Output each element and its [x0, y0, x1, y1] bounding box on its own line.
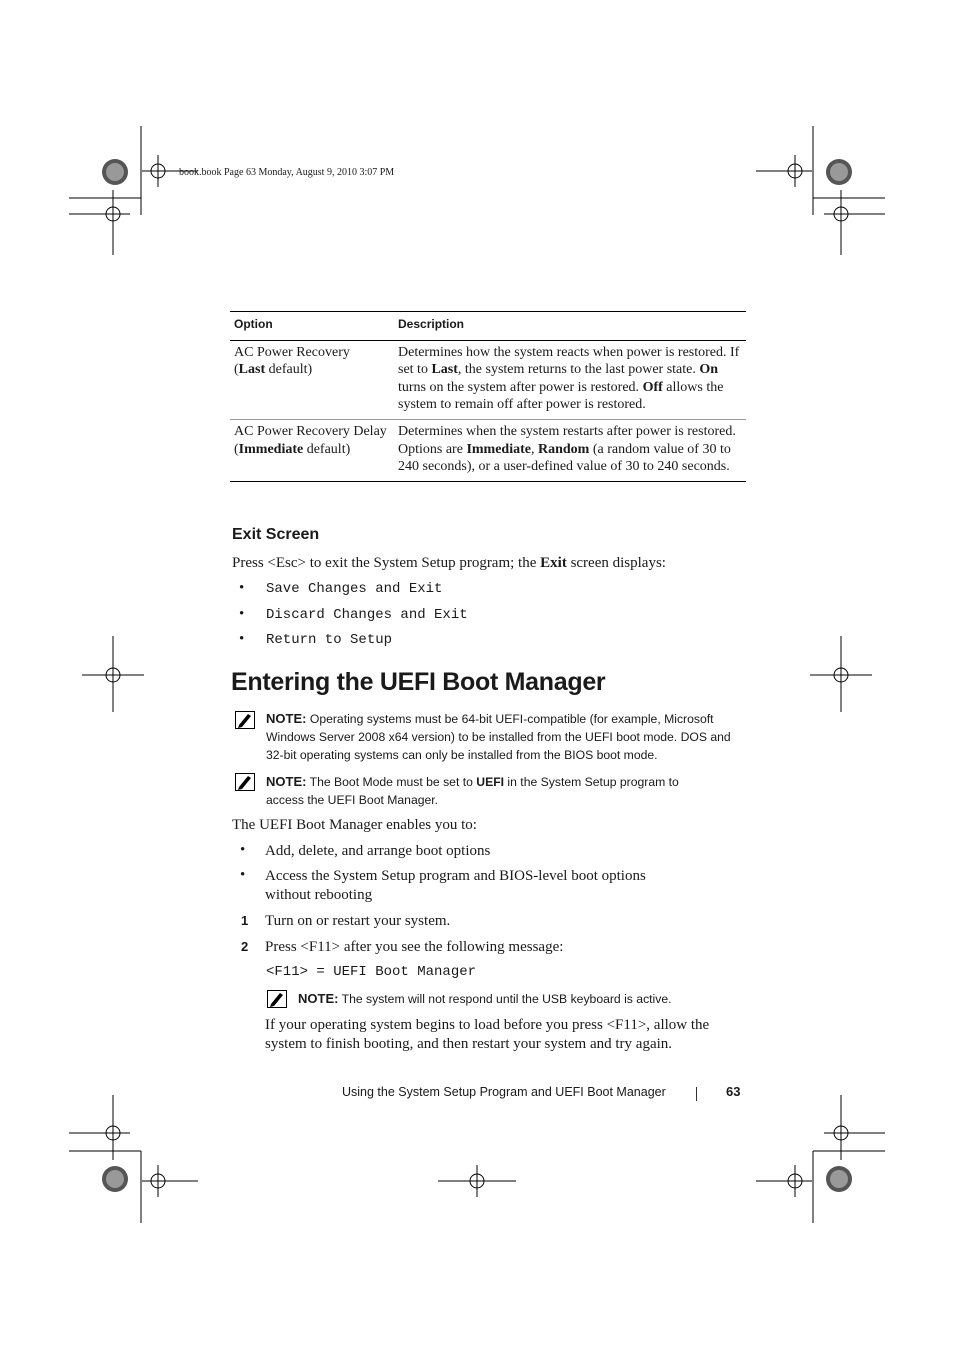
exit-option: Save Changes and Exit — [266, 581, 443, 597]
exit-option: Return to Setup — [266, 632, 393, 648]
exit-screen-heading: Exit Screen — [232, 526, 320, 543]
step-text: Press <F11> after you see the following message: — [265, 939, 564, 955]
note-pencil-icon — [235, 773, 255, 791]
options-table — [230, 311, 746, 482]
bullet-icon: • — [239, 606, 245, 622]
description-cell — [394, 340, 746, 419]
note-boot-mode: NOTE: The Boot Mode must be set to UEFI in the System Setup program to access the UEFI Boot Manager. — [266, 774, 679, 807]
section-heading: Entering the UEFI Boot Manager — [231, 668, 606, 696]
description-cell — [394, 419, 746, 481]
table-row — [230, 419, 746, 481]
description-text: allows the system to remain off after power is restored. — [398, 379, 724, 413]
option-default-suffix: default) — [265, 362, 313, 378]
bullet-icon: • — [240, 842, 246, 858]
step-text: Turn on or restart your system. — [265, 913, 451, 929]
option-cell: AC Power Recovery Delay (Immediate default) — [230, 419, 394, 481]
exit-option: Discard Changes and Exit — [266, 607, 468, 623]
boot-message: <F11> = UEFI Boot Manager — [266, 964, 477, 980]
bullet-icon: • — [239, 631, 245, 647]
description-keyword: On — [699, 362, 719, 378]
bullet-icon: • — [239, 580, 245, 596]
bullet-icon: • — [240, 867, 246, 883]
table-header-row — [230, 312, 746, 341]
note-operating-systems: NOTE: Operating systems must be 64-bit UEFI-compatible (for example, Microsoft Windows Server 2008 x64 version) to be installed from the UEFI boot mode. DOS and 32-bit operating systems can only be installed from the BIOS boot mode. — [266, 711, 731, 762]
description-text: turns on the system after power is restored. — [398, 379, 643, 395]
exit-intro: Press <Esc> to exit the System Setup program; the Exit screen displays: — [232, 555, 666, 571]
column-header-description: Description — [394, 312, 746, 341]
description-keyword: Random — [537, 441, 590, 457]
boot-instructions: If your operating system begins to load before you press <F11>, allow the system to finish booting, and then restart your system and try again. — [265, 1017, 710, 1052]
list-item: Access the System Setup program and BIOS-level boot options without rebooting — [265, 868, 646, 903]
description-keyword: Off — [642, 379, 663, 395]
list-item: Add, delete, and arrange boot options — [265, 843, 491, 859]
option-default: Immediate — [238, 441, 304, 457]
description-text: , — [530, 441, 538, 457]
step-number: 2 — [241, 939, 249, 954]
description-keyword: Immediate — [466, 441, 531, 457]
description-text: , the system returns to the last power state. — [457, 362, 700, 378]
description-text: Determines when the system restarts after power is restored. Options are — [398, 423, 736, 457]
note-usb-keyboard: NOTE: The system will not respond until the USB keyboard is active. — [298, 991, 672, 1006]
page-number: 63 — [726, 1084, 741, 1099]
note-pencil-icon — [267, 990, 287, 1008]
print-header: book.book Page 63 Monday, August 9, 2010 3:07 PM — [179, 167, 395, 178]
uefi-intro: The UEFI Boot Manager enables you to: — [232, 817, 477, 833]
option-name: AC Power Recovery — [234, 344, 350, 360]
option-cell: AC Power Recovery (Last default) — [230, 340, 394, 419]
option-name: AC Power Recovery Delay — [234, 423, 387, 439]
option-default: Last — [238, 362, 266, 378]
option-default-suffix: default) — [303, 441, 351, 457]
description-text: (a random value of 30 to 240 seconds), or a user-defined value of 30 to 240 seconds. — [398, 441, 731, 475]
step-number: 1 — [241, 913, 249, 928]
description-text: Determines how the system reacts when power is restored. If set to — [398, 344, 740, 378]
table-row — [230, 340, 746, 419]
description-keyword: Last — [431, 362, 458, 378]
note-pencil-icon — [235, 711, 255, 729]
footer-divider — [696, 1087, 697, 1101]
column-header-option: Option — [230, 312, 394, 341]
footer-chapter-title: Using the System Setup Program and UEFI Boot Manager — [342, 1085, 666, 1099]
